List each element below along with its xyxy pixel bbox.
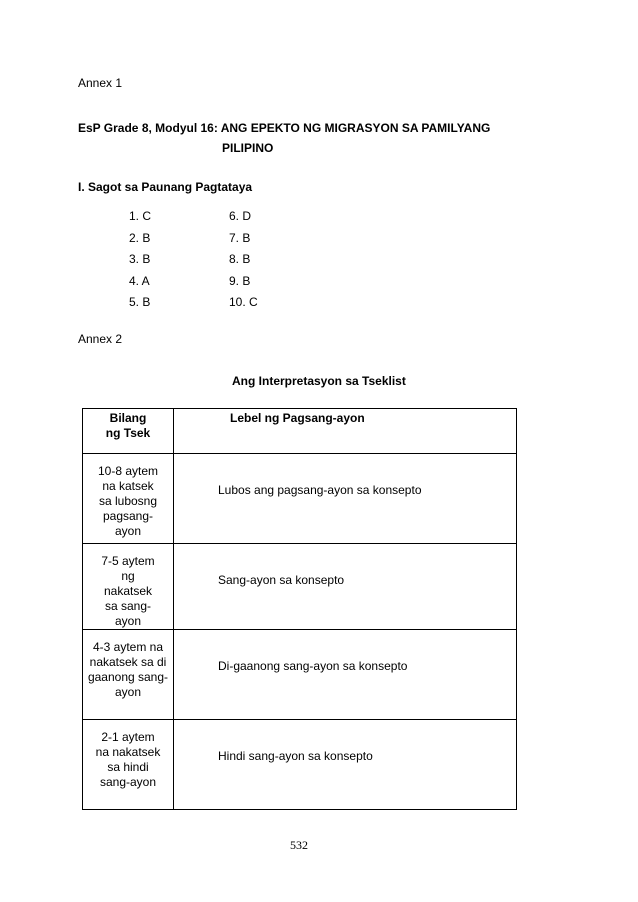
level-text: Hindi sang-ayon sa konsepto <box>218 749 373 763</box>
answer-item: 10. C <box>229 295 258 309</box>
level-text: Di-gaanong sang-ayon sa konsepto <box>218 659 408 673</box>
count-text: 7-5 aytem ng nakatsek sa sang-ayon <box>101 554 155 628</box>
level-cell <box>174 720 517 810</box>
answer-item: 4. A <box>129 273 150 288</box>
table-row <box>83 720 517 810</box>
level-text: Sang-ayon sa konsepto <box>218 573 345 587</box>
level-cell <box>174 544 517 630</box>
header-count-label: Bilang ng Tsek <box>105 411 151 440</box>
table-row <box>83 544 517 630</box>
count-cell <box>83 720 174 810</box>
module-title-line-2: PILIPINO <box>222 141 274 155</box>
answer-item: 3. B <box>129 252 151 266</box>
answer-item: 5. B <box>129 295 151 309</box>
header-count-cell <box>83 409 174 454</box>
answer-item: 9. B <box>229 273 251 288</box>
table-row <box>83 454 517 544</box>
table-title: Ang Interpretasyon sa Tseklist <box>232 374 406 388</box>
table-row <box>83 630 517 720</box>
count-text: 4-3 aytem na nakatsek sa di gaanong sang-ayon <box>87 640 169 699</box>
header-level-label: Lebel ng Pagsang-ayon <box>230 411 365 425</box>
table-header-row <box>83 409 517 454</box>
count-text: 2-1 aytem na nakatsek sa hindi sang-ayon <box>95 730 161 789</box>
answer-item: 7. B <box>229 230 251 245</box>
level-cell <box>174 630 517 720</box>
annex-2-label: Annex 2 <box>78 332 123 346</box>
interpretation-table <box>82 408 517 810</box>
header-level-cell <box>174 409 517 454</box>
answer-item: 6. D <box>229 209 252 223</box>
count-cell <box>83 454 174 544</box>
page-number: 532 <box>290 838 308 852</box>
level-cell <box>174 454 517 544</box>
count-cell <box>83 630 174 720</box>
level-text: Lubos ang pagsang-ayon sa konsepto <box>218 483 422 497</box>
count-text: 10-8 aytem na katsek sa lubosng pagsang-ayon <box>97 464 159 538</box>
module-title-line-1: EsP Grade 8, Modyul 16: ANG EPEKTO NG MIGRASYON SA PAMILYANG <box>78 121 491 135</box>
answer-item: 8. B <box>229 252 251 266</box>
count-cell <box>83 544 174 630</box>
answer-item: 1. C <box>129 209 152 223</box>
annex-1-label: Annex 1 <box>78 76 123 90</box>
answer-item: 2. B <box>129 230 151 245</box>
section-1-heading: I. Sagot sa Paunang Pagtataya <box>78 180 253 194</box>
